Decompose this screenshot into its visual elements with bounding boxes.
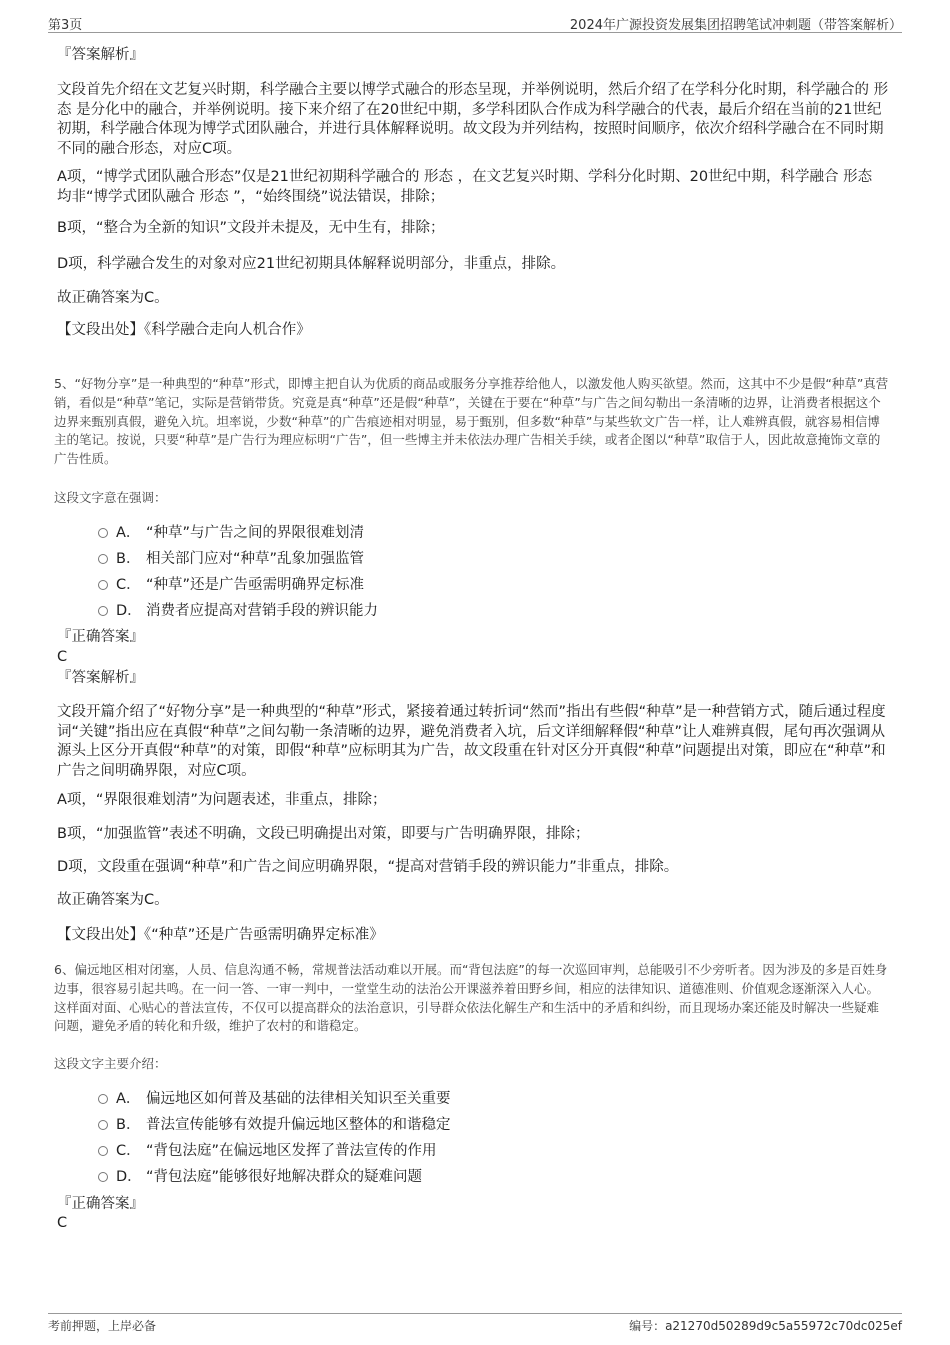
question-6-option-b[interactable]: B． 普法宣传能够有效提升偏远地区整体的和谐稳定 [98,1115,451,1135]
radio-icon[interactable] [98,554,108,564]
answer-value: C [57,1215,68,1231]
analysis-option-a: A项，“界限很难划清”为问题表述，非重点，排除； [57,792,387,808]
document-id: 编号：a21270d50289d9c5a55972c70dc025ef [629,1319,902,1333]
question-5-option-c[interactable]: C． “种草”还是广告亟需明确界定标准 [98,575,364,595]
question-5-option-d[interactable]: D． 消费者应提高对营销手段的辨识能力 [98,601,378,621]
question-6-stem: 6、偏远地区相对闭塞，人员、信息沟通不畅，常规普法活动难以开展。而“背包法庭”的每一次巡回审判，总能吸引不少旁听者。因为涉及的多是百姓身边事，很容易引起共鸣。在一问一答、一审一判中，一堂堂生动的法治公开课滋养着田野乡间，相应的法律知识、道德准则、价值观念逐渐深入人心。这样面对面、心贴心的普法宣传，不仅可以提高群众的法治意识，引导群众依法化解生产和生活中的矛盾和纠纷，而且现场办案还能及时解决一些疑难问题，避免矛盾的转化和升级，维护了农村的和谐稳定。 [54,962,888,1034]
page-number: 第3页 [48,18,83,33]
question-5-prompt: 这段文字意在强调： [54,490,167,505]
analysis-label: 『答案解析』 [57,47,144,63]
radio-icon[interactable] [98,1120,108,1130]
answer-label: 『正确答案』 [57,629,144,645]
analysis-option-a: A项，“博学式团队融合形态”仅是21世纪初期科学融合的 形态 ，在文艺复兴时期、学科分化时期、20世纪中期，科学融合 形态 均非“博学式团队融合 形态 ”，“始终围绕”说法错误，排除； [57,169,873,205]
question-6-option-d[interactable]: D． “背包法庭”能够很好地解决群众的疑难问题 [98,1167,422,1187]
page-header [48,14,902,33]
analysis-option-d: D项，科学融合发生的对象对应21世纪初期具体解释说明部分，非重点，排除。 [57,256,566,272]
source-citation: 【文段出处】《“种草”还是广告亟需明确界定标准》 [57,927,384,943]
question-6-option-c[interactable]: C． “背包法庭”在偏远地区发挥了普法宣传的作用 [98,1141,437,1161]
footer-slogan: 考前押题，上岸必备 [48,1319,157,1333]
page-footer [48,1313,902,1335]
analysis-text: 文段开篇介绍了“好物分享”是一种典型的“种草”形式，紧接着通过转折词“然而”指出有些假“种草”是一种营销方式，随后通过程度词“关键”指出应在真假“种草”之间勾勒一条清晰的边界，避免消费者入坑，后文详细解释假“种草”让人难辨真假，尾句再次强调从源头上区分开真假“种草”的对策，即假“种草”应标明其为广告，故文段重在针对区分开真假“种草”问题提出对策，即应在“种草”和广告之间明确界限，对应C项。 [57,704,886,779]
analysis-text: 文段首先介绍在文艺复兴时期，科学融合主要以博学式融合的形态呈现，并举例说明，然后介绍了在学科分化时期，科学融合的 形态 是分化中的融合，并举例说明。接下来介绍了在20世纪中期，多学科团队合作成为科学融合的代表，最后介绍在当前的21世纪初期，科学融合体现为博学式团队融合，并进行具体解释说明。故文段为并列结构，按照时间顺序，依次介绍科学融合在不同时期不同的融合形态，对应C项。 [57,82,889,157]
answer-value: C [57,649,68,665]
answer-label: 『正确答案』 [57,1196,144,1212]
analysis-conclusion: 故正确答案为C。 [57,892,169,908]
radio-icon[interactable] [98,1146,108,1156]
radio-icon[interactable] [98,580,108,590]
radio-icon[interactable] [98,1094,108,1104]
question-5-stem: 5、“好物分享”是一种典型的“种草”形式，即博主把自认为优质的商品或服务分享推荐给他人，以激发他人购买欲望。然而，这其中不少是假“种草”真营销，看似是“种草”笔记，实际是营销带货。究竟是真“种草”还是假“种草”，关键在于要在“种草”与广告之间勾勒出一条清晰的边界，让消费者根据这个边界来甄别真假，避免入坑。坦率说，少数“种草”的广告痕迹相对明显，易于甄别，但多数“种草”与某些软文广告一样，让人难辨真假，就容易相信博主的笔记。按说，只要“种草”是广告行为理应标明“广告”，但一些博主并未依法办理广告相关手续，或者企图以“种草”取信于人，因此故意掩饰文章的广告性质。 [54,376,889,467]
analysis-option-b: B项，“加强监管”表述不明确，文段已明确提出对策，即要与广告明确界限，排除； [57,826,590,842]
analysis-label: 『答案解析』 [57,670,144,686]
radio-icon[interactable] [98,528,108,538]
analysis-option-d: D项，文段重在强调“种草”和广告之间应明确界限，“提高对营销手段的辨识能力”非重点，排除。 [57,859,679,875]
document-title: 2024年广源投资发展集团招聘笔试冲刺题（带答案解析） [569,18,902,33]
question-5-option-b[interactable]: B． 相关部门应对“种草”乱象加强监管 [98,549,364,569]
radio-icon[interactable] [98,606,108,616]
radio-icon[interactable] [98,1172,108,1182]
analysis-conclusion: 故正确答案为C。 [57,290,169,306]
source-citation: 【文段出处】《科学融合走向人机合作》 [57,322,311,338]
question-6-prompt: 这段文字主要介绍： [54,1056,167,1071]
question-5-option-a[interactable]: A． “种草”与广告之间的界限很难划清 [98,523,364,543]
analysis-option-b: B项，“整合为全新的知识”文段并未提及，无中生有，排除； [57,220,445,236]
question-6-option-a[interactable]: A． 偏远地区如何普及基础的法律相关知识至关重要 [98,1089,451,1109]
